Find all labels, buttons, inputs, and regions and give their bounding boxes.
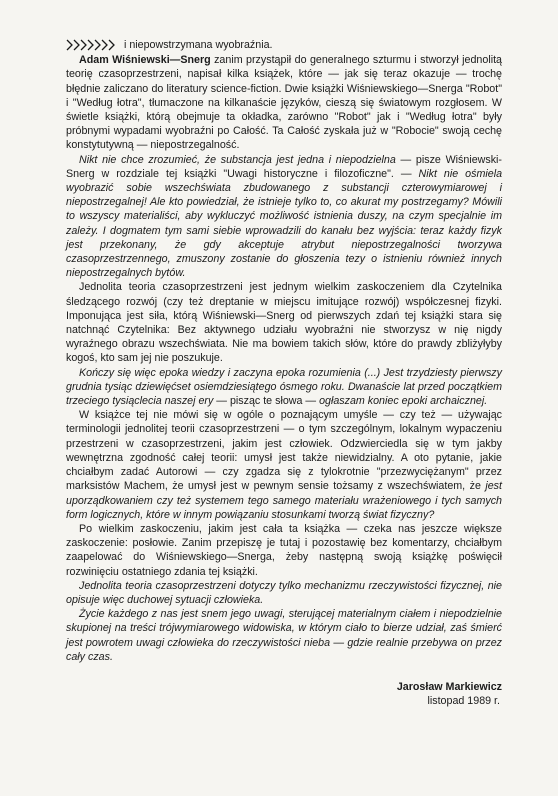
chevrons-icon xyxy=(66,39,120,51)
paragraph-5-text-b: jest uporządkowaniem czy też systemem tego samego materiału wrażeniowego i tych samych form logicznych, które w innym powiązaniu stosunkami tworzą świat fizyczny? xyxy=(66,480,502,521)
paragraph-3-text: Jednolita teoria czasoprzestrzeni jest jednym wielkim zaskoczeniem dla Czytelnika śledzącego rozwój (czy też dreptanie w miejscu imitujące rozwój) współczesnej fizyki. Imponująca jest siła, którą Wiśniewski—Snerg od pierwszych zdań tej książki stara się natchnąć Czytelnika: Bez aktywnego udziału wyobraźni nie stworzysz w nię nigdy wyraźnego obrazu wszechświata. Nie ma bowiem takich słów, które do prawdy zbliżyłyby kogoś, kto sam jej nie poszukuje. xyxy=(66,281,502,365)
author-name: Adam Wiśniewski—Snerg xyxy=(79,54,211,67)
paragraph-7 xyxy=(66,579,502,607)
quote-part-b: — pisze Wiśniewski-Snerg w rozdziale tej książki "Uwagi historyczne i filozoficzne". — xyxy=(66,153,502,180)
document-body xyxy=(66,38,502,664)
opening-text: i niepowstrzymana wyobraźnia. xyxy=(124,39,273,51)
quote-part-c: Nikt nie ośmiela wyobrazić sobie wszechświata zbudowanego z substancji czterowymiarowej i niepostrzegalnej! Ale kto powiedział, że istnieje tylko to, co akurat my postrzegamy? Mówili to wszyscy materialiści, aby wykluczyć możliwość istnienia duszy, na czym specjalnie im zależy. I dogmatem tym sami siebie wprowadzili do kanału bez wyjścia: teraz każdy fizyk jest przekonany, że gdy akceptuje atrybut niepostrzegalności tworzywa czasoprzestrzennego, zmuszony zostanie do głoszenia tezy o istnieniu również innych niepostrzegalnych bytów. xyxy=(66,167,503,280)
quote-part-c: ogłaszam koniec epoki archaicznej. xyxy=(319,395,488,408)
paragraph-7-text: Jednolita teoria czasoprzestrzeni dotyczy tylko mechanizmu rzeczywistości fizycznej, nie opisuje więc duchowej sytuacji człowieka. xyxy=(66,579,502,606)
paragraph-1-text: zanim przystąpił do generalnego szturmu i stworzył jednolitą teorię czasoprzestrzeni, napisał kilka książek, które — jak się teraz okazuje — trochę błędnie zaliczano do literatury science-fiction. Dwie książki Wiśniewskiego—Snerga "Robot" i "Według łotra", tłumaczone na kilkanaście języków, cieszą się światowym rozgłosem. W świetle książki, którą obejmuje ta okładka, zarówno "Robot" jak i "Według łotra" były próbnymi wypadami wyobraźni po Całość. Ta Całość zyskała już w "Robocie" swoją cechę konstytutywną — niepostrzegalność. xyxy=(66,54,502,152)
paragraph-2 xyxy=(66,153,502,281)
quote-part-b: — pisząc te słowa — xyxy=(213,395,320,408)
paragraph-5-text-a: W książce tej nie mówi się w ogóle o poznającym umyśle — czy też — używając terminologii jednolitej teorii czasoprzestrzeni — o tym szczególnym, lokalnym wypaczeniu przestrzeni w czasoprzestrzeni, jakim jest człowiek. Odzwierciedla się w tym jakby wewnętrzna zgodność całej teorii: umysł jest także niewidzialny. A oto pytanie, jakie chciałbym zadać Autorowi — czy zgadza się z tylokrotnie "przezwyciężanym" przez marksistów Machem, że umysł jest w pewnym sensie tożsamy z wszechświatem, że xyxy=(66,409,502,493)
paragraph-3 xyxy=(66,280,502,365)
quote-part-a: Kończy się więc epoka wiedzy i zaczyna epoka rozumienia (...) Jest trzydziesty pierwszy grudnia tysiąc dziewięćset osiemdziesiątego ósmego roku. Dwanaście lat przed początkiem trzeciego tysiąclecia naszej ery xyxy=(66,366,502,408)
paragraph-6 xyxy=(66,522,502,579)
signature-date: listopad 1989 r. xyxy=(427,695,500,708)
paragraph-8 xyxy=(66,607,502,664)
paragraph-1 xyxy=(66,53,502,152)
signature-name: Jarosław Markiewicz xyxy=(396,681,502,693)
opening-line xyxy=(66,38,502,52)
paragraph-5 xyxy=(66,408,502,522)
paragraph-6-text: Po wielkim zaskoczeniu, jakim jest cała ta książka — czeka nas jeszcze większe zaskoczenie: posłowie. Zanim przepiszę je tutaj i pozostawię bez komentarzy, chciałbym zaapelować do Wiśniewskiego—Snerga, żeby następną swoją książkę poświęcił rozwinięciu ostatniego zdania tej książki. xyxy=(66,522,502,578)
quote-part-a: Nikt nie chce zrozumieć, że substancja jest jedna i niepodzielna xyxy=(79,153,396,166)
paragraph-8-text: Życie każdego z nas jest snem jego uwagi, sterującej materialnym ciałem i niepodzielnie skupionej na treści trójwymiarowego widowiska, w którym ciało to bierze udział, zaś śmierć jest powrotem uwagi człowieka do rzeczywistości nieba — gdzie realnie przebywa on przez cały czas. xyxy=(66,608,502,663)
paragraph-4 xyxy=(66,366,502,409)
signature-block xyxy=(397,680,502,708)
